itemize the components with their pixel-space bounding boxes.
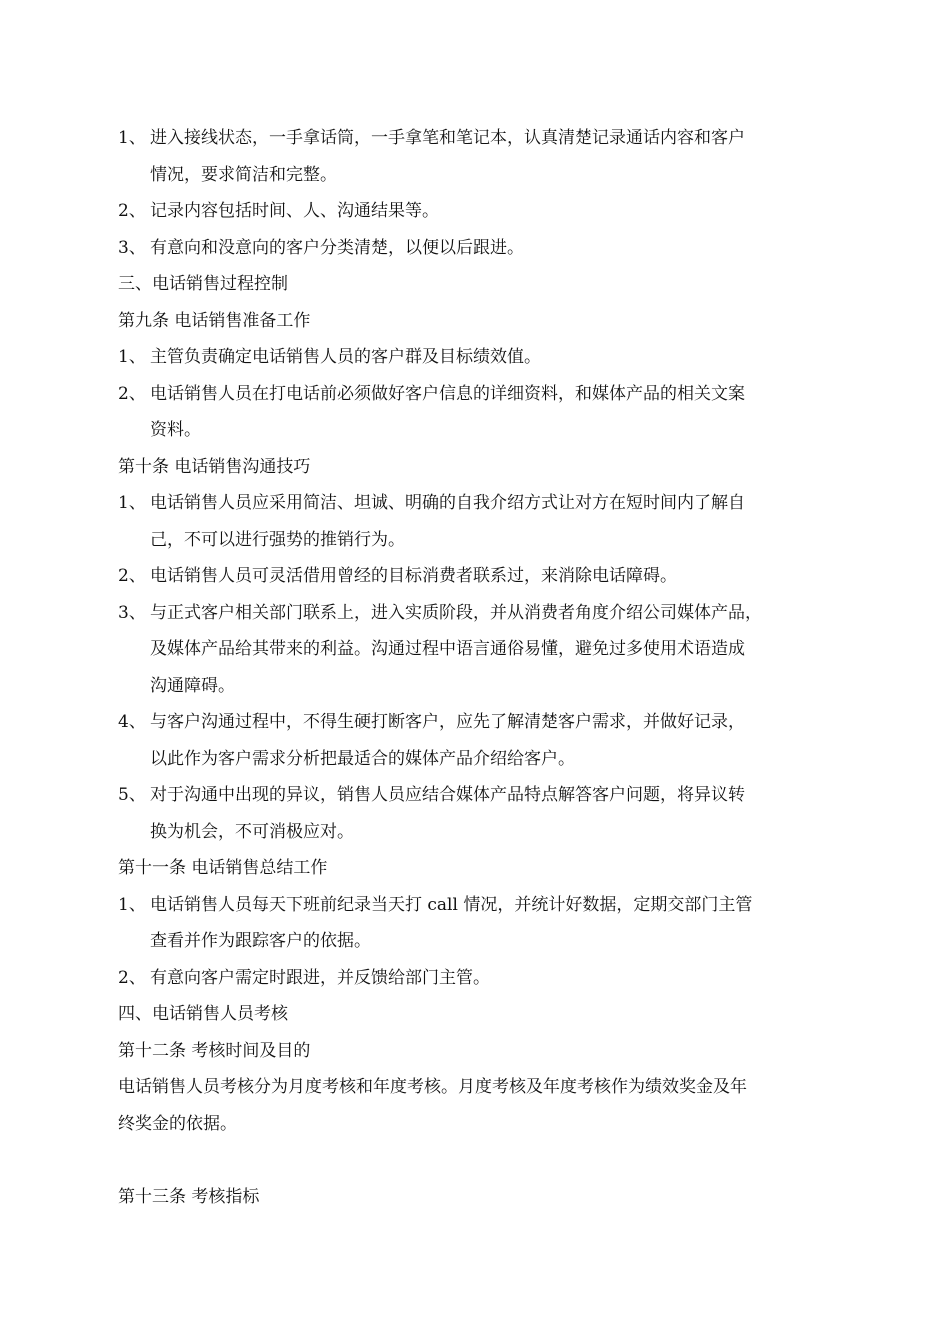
list-item xyxy=(118,485,838,558)
list-item-line: 电话销售人员可灵活借用曾经的目标消费者联系过，来消除电话障碍。 xyxy=(150,566,677,586)
list-item-number: 3、 xyxy=(118,602,146,623)
list-item xyxy=(118,595,838,705)
list-item-text xyxy=(150,339,838,376)
list-item-line: 有意向和没意向的客户分类清楚，以便以后跟进。 xyxy=(150,237,524,258)
list-item-text xyxy=(150,960,838,997)
list-item-line: 沟通障碍。 xyxy=(150,675,235,696)
list-item-number: 2、 xyxy=(118,201,146,221)
list-item-number: 3、 xyxy=(118,237,146,258)
list-item xyxy=(118,704,838,777)
list-item-number: 1、 xyxy=(118,894,146,915)
list-item-line: 查看并作为跟踪客户的依据。 xyxy=(150,931,371,951)
list-item-number: 2、 xyxy=(118,566,146,586)
list-item-line: 情况，要求简洁和完整。 xyxy=(150,164,337,185)
section-heading: 第十三条 考核指标 xyxy=(118,1186,260,1207)
paragraph-line: 电话销售人员考核分为月度考核和年度考核。月度考核及年度考核作为绩效奖金及年 xyxy=(118,1077,747,1097)
section-heading: 第十二条 考核时间及目的 xyxy=(118,1040,311,1061)
list-item xyxy=(118,376,838,449)
list-item-text xyxy=(150,120,838,193)
list-item-line: 及媒体产品给其带来的利益。沟通过程中语言通俗易懂，避免过多使用术语造成 xyxy=(150,639,745,659)
list-item-text xyxy=(150,193,838,230)
list-item-number: 2、 xyxy=(118,967,146,988)
section-heading: 第十一条 电话销售总结工作 xyxy=(118,858,328,878)
list-item-number: 1、 xyxy=(118,347,146,367)
list-item-line: 对于沟通中出现的异议，销售人员应结合媒体产品特点解答客户问题，将异议转 xyxy=(150,785,745,805)
paragraph xyxy=(118,1069,838,1142)
list-item-text xyxy=(150,230,838,267)
list-item xyxy=(118,558,838,595)
list-item-text xyxy=(150,485,838,558)
list-item-line: 以此作为客户需求分析把最适合的媒体产品介绍给客户。 xyxy=(150,748,575,769)
section-heading: 第十条 电话销售沟通技巧 xyxy=(118,456,311,477)
list-item-line: 换为机会，不可消极应对。 xyxy=(150,821,354,842)
list-item xyxy=(118,887,838,960)
list-item xyxy=(118,960,838,997)
list-item-number: 1、 xyxy=(118,128,146,148)
list-item-line: 电话销售人员每天下班前纪录当天打 call 情况，并统计好数据，定期交部门主管 xyxy=(150,894,753,915)
list-item-line: 与客户沟通过程中，不得生硬打断客户，应先了解清楚客户需求，并做好记录， xyxy=(150,712,745,732)
list-item-number: 2、 xyxy=(118,383,146,404)
list-item xyxy=(118,193,838,230)
list-item-line: 进入接线状态，一手拿话筒，一手拿笔和笔记本，认真清楚记录通话内容和客户 xyxy=(150,128,745,148)
list-item-line: 有意向客户需定时跟进，并反馈给部门主管。 xyxy=(150,967,490,988)
list-item-text xyxy=(150,704,838,777)
list-item-text xyxy=(150,376,838,449)
list-item xyxy=(118,339,838,376)
list-item-line: 与正式客户相关部门联系上，进入实质阶段，并从消费者角度介绍公司媒体产品， xyxy=(150,602,762,623)
list-item xyxy=(118,230,838,267)
list-item-line: 己，不可以进行强势的推销行为。 xyxy=(150,529,405,550)
document-body xyxy=(118,120,838,1215)
paragraph-line: 终奖金的依据。 xyxy=(118,1113,237,1134)
section-heading: 三、电话销售过程控制 xyxy=(118,274,288,294)
list-item xyxy=(118,777,838,850)
list-item-number: 4、 xyxy=(118,712,146,732)
list-item-number: 5、 xyxy=(118,785,146,805)
list-item-line: 资料。 xyxy=(150,420,201,440)
section-heading: 四、电话销售人员考核 xyxy=(118,1004,288,1024)
blank-line xyxy=(118,1142,838,1179)
section-heading: 第九条 电话销售准备工作 xyxy=(118,310,311,331)
list-item-text xyxy=(150,558,838,595)
list-item-number: 1、 xyxy=(118,493,146,513)
list-item-line: 主管负责确定电话销售人员的客户群及目标绩效值。 xyxy=(150,347,541,367)
list-item-line: 记录内容包括时间、人、沟通结果等。 xyxy=(150,201,439,221)
list-item xyxy=(118,120,838,193)
list-item-line: 电话销售人员在打电话前必须做好客户信息的详细资料，和媒体产品的相关文案 xyxy=(150,383,745,404)
list-item-text xyxy=(150,595,838,705)
list-item-text xyxy=(150,777,838,850)
list-item-text xyxy=(150,887,838,960)
list-item-line: 电话销售人员应采用简洁、坦诚、明确的自我介绍方式让对方在短时间内了解自 xyxy=(150,493,745,513)
